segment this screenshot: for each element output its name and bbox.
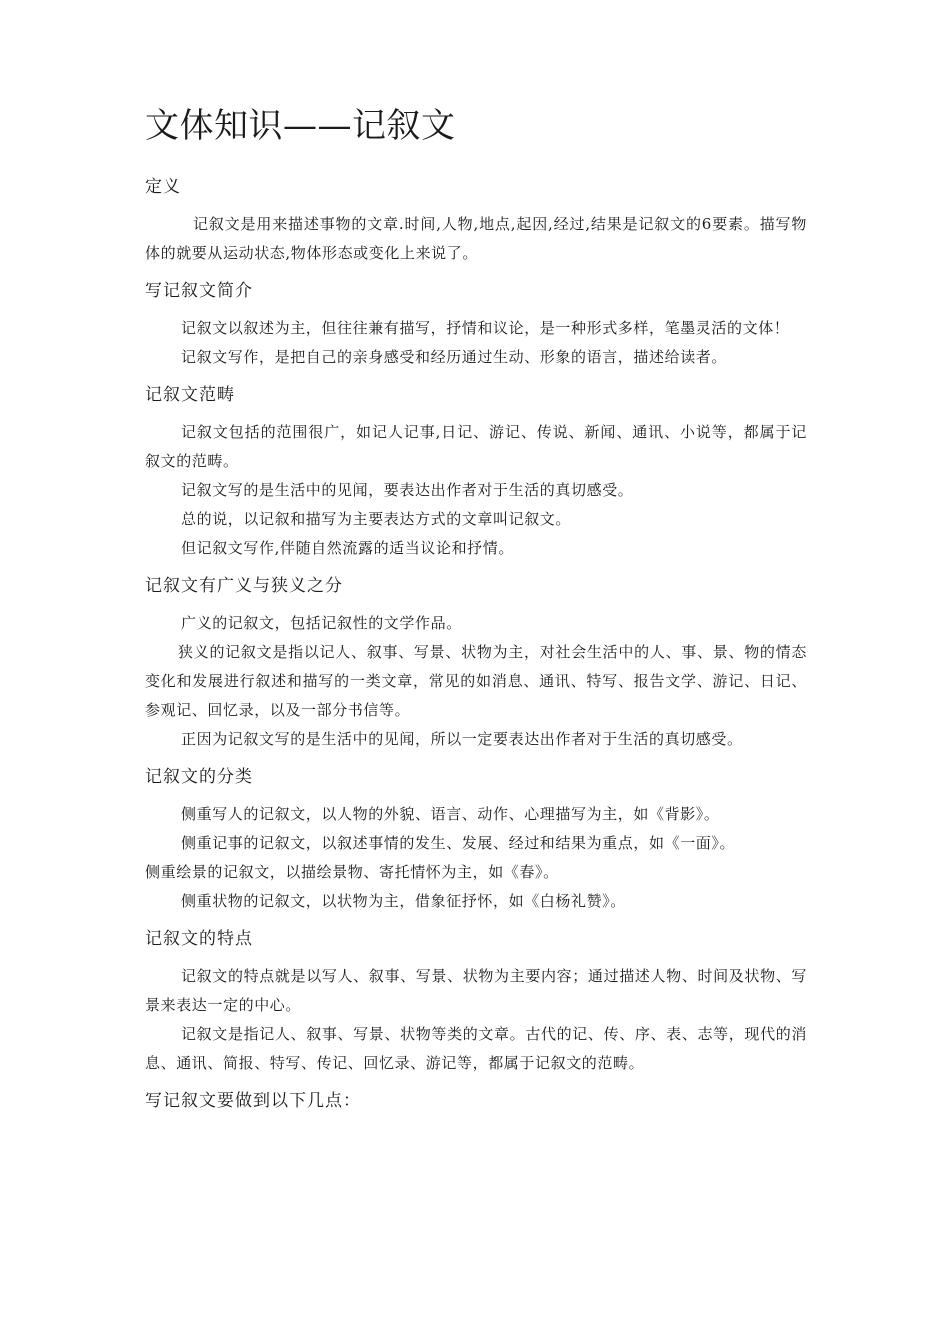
paragraph: 侧重写人的记叙文，以人物的外貌、语言、动作、心理描写为主，如《背影》。 xyxy=(181,805,720,823)
paragraph: 记叙文是指记人、叙事、写景、状物等类的文章。古代的记、传、序、表、志等，现代的消息、通讯、简报、特写、传记、回忆录、游记等，都属于记叙文的范畴。 xyxy=(145,1025,807,1072)
section-scope xyxy=(145,382,807,563)
section-heading: 定义 xyxy=(145,177,181,197)
paragraph: 记叙文的特点就是以写人、叙事、写景、状物为主要内容；通过描述人物、时间及状物、写景来表达一定的中心。 xyxy=(145,967,807,1014)
section-definition xyxy=(145,174,807,268)
section-heading: 记叙文有广义与狭义之分 xyxy=(145,576,343,596)
paragraph: 记叙文是用来描述事物的文章.时间,人物,地点,起因,经过,结果是记叙文的6要素。描写物体的就要从运动状态,物体形态或变化上来说了。 xyxy=(145,215,807,262)
paragraph: 侧重绘景的记叙文，以描绘景物、寄托情怀为主，如《春》。 xyxy=(145,863,559,881)
paragraph: 记叙文以叙述为主，但往往兼有描写，抒情和议论，是一种形式多样，笔墨灵活的文体！ xyxy=(181,319,790,337)
section-writing-points xyxy=(145,1088,807,1114)
paragraph: 正因为记叙文写的是生活中的见闻，所以一定要表达出作者对于生活的真切感受。 xyxy=(181,730,743,748)
paragraph: 狭义的记叙文是指以记人、叙事、写景、状物为主，对社会生活中的人、事、景、物的情态变化和发展进行叙述和描写的一类文章，常见的如消息、通讯、特写、报告文学、游记、日记、参观记、回忆录，以及一部分书信等。 xyxy=(145,643,807,719)
section-heading: 写记叙文要做到以下几点： xyxy=(145,1091,361,1111)
paragraph: 总的说，以记叙和描写为主要表达方式的文章叫记叙文。 xyxy=(181,510,572,528)
section-heading: 写记叙文简介 xyxy=(145,281,253,301)
paragraph: 记叙文写的是生活中的见闻，要表达出作者对于生活的真切感受。 xyxy=(181,481,634,499)
document-page xyxy=(145,100,807,1124)
section-characteristics xyxy=(145,926,807,1078)
paragraph: 记叙文包括的范围很广，如记人记事,日记、游记、传说、新闻、通讯、小说等，都属于记叙文的范畴。 xyxy=(145,423,807,470)
section-broad-narrow xyxy=(145,573,807,754)
paragraph: 侧重记事的记叙文，以叙述事情的发生、发展、经过和结果为重点，如《一面》。 xyxy=(181,834,736,852)
paragraph: 但记叙文写作,伴随自然流露的适当议论和抒情。 xyxy=(181,539,514,557)
section-heading: 记叙文的特点 xyxy=(145,929,253,949)
paragraph: 记叙文写作，是把自己的亲身感受和经历通过生动、形象的语言，描述给读者。 xyxy=(181,348,728,366)
section-heading: 记叙文的分类 xyxy=(145,767,253,787)
paragraph: 广义的记叙文，包括记叙性的文学作品。 xyxy=(181,614,462,632)
section-intro xyxy=(145,278,807,372)
document-title: 文体知识——记叙文 xyxy=(145,106,456,146)
paragraph: 侧重状物的记叙文，以状物为主，借象征抒怀，如《白杨礼赞》。 xyxy=(181,892,626,910)
section-classification xyxy=(145,764,807,916)
section-heading: 记叙文范畴 xyxy=(145,385,235,405)
